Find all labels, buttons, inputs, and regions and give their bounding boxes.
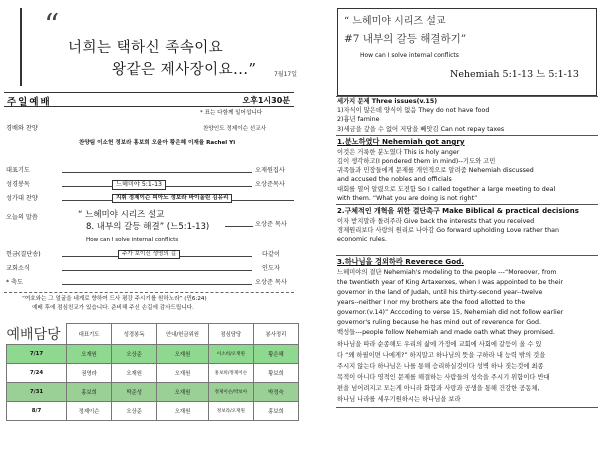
section-3-line: the twentieth year of King Artaxerxes, when I was appointed to be their: [337, 279, 563, 286]
worship-title-bar: [4, 92, 294, 107]
sermon-main-title: #7 내부의 갈등 해결하기”: [344, 33, 467, 45]
column-header: 대표기도: [67, 324, 112, 345]
scripture-reference: Nehemiah 5:1-13 느 5:1-13: [450, 69, 579, 80]
sermon-series: “ 느헤미야 시리즈 설교: [78, 210, 165, 220]
section-1-line: with them. “What you are doing is not right”: [337, 195, 478, 202]
section-3-line: 백성들---people follow Nehemiah and made oath what they promised.: [337, 329, 555, 336]
section-1-line: 대회를 열어 알렸으로 도전함 So I called together a large meeting to deal: [337, 186, 556, 193]
program-label: 경배와 찬양: [6, 125, 38, 132]
program-center: 찬양팀 이소헌 정보라 홍보희 오윤아 황은혜 이재율 Rachel Yi: [79, 140, 236, 146]
section-3-line: governor in the land of Judah, until his thirty-second year--twelve: [337, 289, 543, 296]
column-header: 안내/헌금위원: [157, 324, 209, 345]
column-header: 봉사정리: [253, 324, 298, 345]
section-2-title: 2.구체적인 개혁을 위한 결단촉구 Make Biblical & practical decisions: [337, 207, 579, 215]
schedule-row: [7, 382, 299, 401]
program-label: 성가대 찬양: [6, 195, 38, 202]
schedule-title: 예배담당: [6, 326, 61, 343]
sermon-series-title: “ 느헤미야 시리즈 설교: [344, 16, 446, 27]
sermon-english-subtitle: How can I solve internal conflicts: [360, 52, 459, 59]
schedule-cell: 황은혜: [253, 344, 298, 363]
motto-line-1: 너희는 택하신 족속이요: [68, 40, 224, 56]
schedule-cell: 권영라: [67, 363, 112, 382]
column-header: 성경봉독: [112, 324, 157, 345]
schedule-date: 8/7: [7, 401, 67, 420]
schedule-cell: 정제이슨: [67, 401, 112, 420]
schedule-cell: 오재원: [157, 344, 209, 363]
section-3-line: 목적이 아니다 영적인 문제를 해결하는 사람들의 성숙을 주시기 위함이다 반대: [337, 374, 550, 381]
schedule-cell: 정보라/오재원: [208, 401, 253, 420]
schedule-date: 7/31: [7, 382, 67, 401]
schedule-cell: 박정숙: [253, 382, 298, 401]
schedule-cell: 정제이슨/박보아: [208, 382, 253, 401]
section-3-line: 하나님 나라를 세우기원하시는 하나님을 보라: [337, 396, 461, 403]
issue-item: 3)세금을 갚을 수 없어 저당을 빼앗김 Can not repay taxes: [337, 126, 505, 133]
schedule-date: 7/17: [7, 344, 67, 363]
schedule-cell: 홍보희/정제이슨: [208, 363, 253, 382]
schedule-cell: 오재원: [112, 363, 157, 382]
schedule-cell: 오재원: [157, 363, 209, 382]
section-1-title: 1.분노하였다 Nehemiah got angry: [337, 137, 465, 146]
program-label: 교회소식: [6, 265, 30, 272]
schedule-date: 7/24: [7, 363, 67, 382]
section-3-line: 다 “왜 하필이면 나에게?” 하지말고 하나님의 뜻을 구하라 내 능력 밖의 것을: [337, 352, 546, 359]
section-3-line: years--neither I nor my brothers ate the food allotted to the: [337, 299, 526, 306]
schedule-cell: 오재원: [67, 344, 112, 363]
sermon-title: 8. 내부의 갈등 해결” (느5:1-13): [86, 222, 210, 232]
schedule-cell: 오재원: [157, 401, 209, 420]
program-label: 대표기도: [6, 167, 30, 174]
program-label: 헌금(결단송): [6, 251, 41, 258]
sermon-header-box: [337, 8, 597, 96]
program-center: 느헤미야 5:1-13: [112, 180, 166, 190]
section-3-title: 3.하나님을 경외하라 Reverece God.: [337, 257, 465, 266]
section-1-line: 이것은 거룩한 분노였다 This is holy anger: [337, 149, 460, 156]
schedule-cell: 이소희/오재원: [208, 344, 253, 363]
section-3-line: 주시지 않는다 하나님은 나를 통해 승리하실것이다 성벽 하나 짓는것에 최종: [337, 363, 544, 370]
section-1-line: 귀족들과 민장들에게 문제를 개인적으로 알려줌 Nehemiah discussed: [337, 167, 534, 174]
section-2-line: 경제원리보다 사랑의 원리로 나아감 Go forward upholding Love rather than: [337, 227, 559, 234]
program-right: 오상준목사: [255, 181, 285, 188]
program-center: 주가 보이신 생명의 길: [118, 250, 180, 259]
schedule-row: [7, 363, 299, 382]
section-3-line: governor's ruling because he has mind out of reverence for God.: [337, 319, 542, 326]
worship-title: 주일예배: [7, 97, 52, 108]
schedule-cell: 오상준: [112, 344, 157, 363]
issue-item: 2)흉년 famine: [337, 116, 380, 123]
stand-note: * 표는 다함께 일어섭니다: [200, 110, 263, 116]
program-right: 오상준 목사: [255, 221, 287, 228]
schedule-row: [7, 344, 299, 363]
program-right: 오재원집사: [255, 167, 285, 174]
section-3-line: 하나님을 따라 순종해도 우리의 삶에 가정에 교회에 사회에 갈등이 올 수 있: [337, 341, 542, 348]
motto-box: [20, 8, 302, 86]
program-right: 찬양인도 정제이슨 선교사: [203, 126, 266, 132]
schedule-cell: 황보희: [253, 363, 298, 382]
issues-heading: 세가지 문제 Three issues(v.15): [337, 98, 438, 105]
section-1-line: 깊이 생각하고(I pondered them in mind)--기도와 고민: [337, 158, 496, 165]
program-label: 오늘의 말씀: [6, 214, 38, 221]
schedule-row: [7, 401, 299, 420]
program-right: 오상준 목사: [255, 279, 287, 286]
lunch-notice: 예배 후에 점심친교가 있습니다. 준비해 주신 손길에 감사드립니다.: [32, 305, 194, 311]
section-1-line: and accused the nobles and officials: [337, 176, 452, 183]
section-2-line: 이자 받지말라 돌려주라 Give back the interests that you received: [337, 218, 535, 225]
duty-schedule-table: [6, 323, 299, 421]
section-3-line: 느헤미야의 결단 Nehemiah's modeling to the people ---“Moreover, from: [337, 269, 557, 276]
section-3-line: 편을 넘어려지고 모는게 아니라 화합과 사랑과 공생을 통해 건강한 공동체,: [337, 385, 540, 392]
section-3-line: governor.(v.14)” Acccoding to verse 15, Nehemiah did not follow earlier: [337, 309, 564, 316]
program-right: 인도자: [262, 265, 280, 272]
issue-item: 1)자식이 많은데 양식이 없음 They do not have food: [337, 107, 490, 114]
schedule-cell: 오재원: [157, 382, 209, 401]
program-label: * 축도: [6, 279, 24, 286]
bulletin-date: 7월17일: [274, 71, 298, 78]
schedule-cell: 홍보희: [253, 401, 298, 420]
program-right: 다같이: [262, 251, 280, 258]
worship-time: 오후1시30분: [242, 96, 290, 105]
section-2-line: economic rules.: [337, 236, 387, 243]
program-label: 성경봉독: [6, 181, 30, 188]
column-header: 점심담당: [208, 324, 253, 345]
schedule-cell: 오상준: [112, 401, 157, 420]
blessing-verse: “여호와는 그 얼굴을 네게로 향하여 드사 평강 주시기를 원하노라” (민6:24): [22, 296, 207, 302]
schedule-cell: 박준성: [112, 382, 157, 401]
schedule-cell: 홍보희: [67, 382, 112, 401]
program-center: 지휘 정제이슨 피아노 정보라 바이올린 김유리: [112, 194, 232, 203]
motto-line-2: 왕같은 제사장이요...”: [112, 62, 257, 78]
open-quote-mark: “: [44, 8, 60, 43]
sermon-subtitle: How can I solve internal conflicts: [86, 237, 179, 243]
